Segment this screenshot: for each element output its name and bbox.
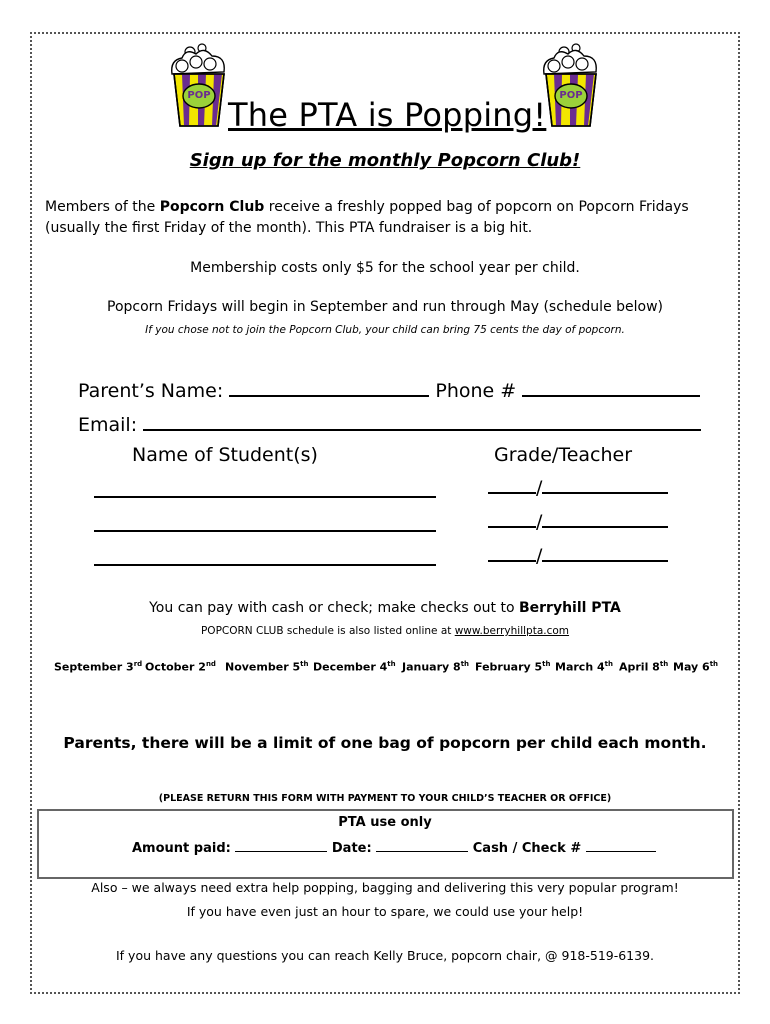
cash-check-label: Cash / Check # [472,841,582,856]
parent-phone-row [78,377,700,402]
return-notice: (PLEASE RETURN THIS FORM WITH PAYMENT TO YOUR CHILD’S TEACHER OR OFFICE) [158,793,612,804]
grade-field-3[interactable] [488,542,536,562]
grade-teacher-row-2 [488,508,668,533]
page-subtitle: Sign up for the monthly Popcorn Club! [189,150,581,171]
schedule-date-5: January 8th [402,660,470,674]
amount-paid-label: Amount paid: [132,841,231,856]
intro-line-1-prefix: Members of the [45,199,160,215]
pta-website-link[interactable]: www.berryhillpta.com [454,625,570,637]
phone-label: Phone # [435,380,517,402]
popcorn-logo-right [540,42,602,130]
intro-club-name: Popcorn Club [159,199,265,215]
payment-line [0,600,770,616]
email-row [78,411,701,436]
schedule-date-4: December 4th [313,660,396,674]
teacher-field-2[interactable] [542,508,668,528]
date-field[interactable] [376,838,468,852]
teacher-field-1[interactable] [542,474,668,494]
student-name-field-2[interactable] [94,512,436,532]
payee-name: Berryhill PTA [518,600,621,616]
amount-paid-field[interactable] [235,838,327,852]
pta-box-heading: PTA use only [338,815,432,830]
phone-field[interactable] [522,377,700,397]
grade-slash: / [536,477,543,499]
email-field[interactable] [143,411,701,431]
intro-line-1 [45,199,735,215]
student-name-field-1[interactable] [94,478,436,498]
schedule-date-1: September 3rd [54,660,143,674]
grade-header: Grade/Teacher [494,444,633,466]
opt-out-note: If you chose not to join the Popcorn Club, your child can bring 75 cents the day of popcorn. [145,324,625,336]
popcorn-logo-left [168,42,230,130]
schedule-date-7: March 4th [555,660,613,674]
grade-slash: / [536,511,543,533]
schedule-date-6: February 5th [475,660,551,674]
parent-name-field[interactable] [229,377,429,397]
limit-notice: Parents, there will be a limit of one bag of popcorn per child each month. [63,734,707,752]
grade-slash: / [536,545,543,567]
grade-teacher-row-1 [488,474,668,499]
grade-field-1[interactable] [488,474,536,494]
student-header: Name of Student(s) [132,444,318,466]
intro-line-2: (usually the first Friday of the month). This PTA fundraiser is a big hit. [45,220,533,236]
schedule-date-9: May 6th [673,660,719,674]
grade-teacher-row-3 [488,542,668,567]
pta-box-fields [132,838,656,856]
page-title: The PTA is Popping! [228,96,547,134]
schedule-date-8: April 8th [619,660,669,674]
logo-text-left: POP [187,90,211,101]
logo-text-right: POP [559,90,583,101]
help-line-1: Also – we always need extra help popping, bagging and delivering this very popular program! [91,880,679,895]
schedule-date-2: October 2nd [145,660,216,674]
intro-line-1-suffix: receive a freshly popped bag of popcorn on Popcorn Fridays [264,199,689,215]
parent-name-label: Parent’s Name: [78,380,224,402]
schedule-date-3: November 5th [225,660,309,674]
student-name-field-3[interactable] [94,546,436,566]
grade-field-2[interactable] [488,508,536,528]
email-label: Email: [78,414,138,436]
schedule-online-prefix: POPCORN CLUB schedule is also listed online at [200,625,455,637]
date-label: Date: [331,841,372,856]
fridays-text: Popcorn Fridays will begin in September and run through May (schedule below) [107,299,663,315]
schedule-online-line [0,625,770,637]
contact-line: If you have any questions you can reach Kelly Bruce, popcorn chair, @ 918-519-6139. [115,948,655,963]
help-line-2: If you have even just an hour to spare, we could use your help! [186,904,584,919]
teacher-field-3[interactable] [542,542,668,562]
check-number-field[interactable] [586,838,656,852]
payment-line-prefix: You can pay with cash or check; make checks out to [149,600,519,616]
membership-text: Membership costs only $5 for the school year per child. [190,260,580,276]
